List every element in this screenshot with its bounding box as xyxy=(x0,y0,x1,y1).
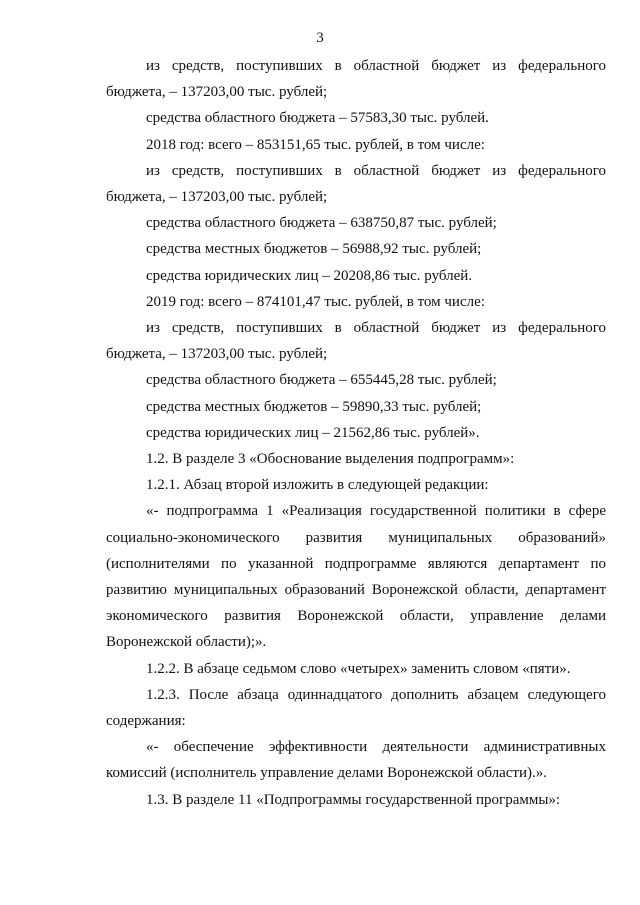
page-number: 3 xyxy=(316,30,324,46)
paragraph: средства местных бюджетов – 59890,33 тыс. рублей; xyxy=(146,398,482,415)
paragraph: 2019 год: всего – 874101,47 тыс. рублей, в том числе: xyxy=(146,293,485,310)
paragraph: 1.2. В разделе 3 «Обоснование выделения подпрограмм»: xyxy=(146,451,515,468)
document-body xyxy=(106,53,606,813)
paragraph: средства областного бюджета – 655445,28 тыс. рублей; xyxy=(146,372,497,389)
paragraph: 1.2.1. Абзац второй изложить в следующей редакции: xyxy=(146,477,489,494)
paragraph: 1.2.2. В абзаце седьмом слово «четырех» заменить словом «пяти». xyxy=(146,660,571,677)
paragraph: средства местных бюджетов – 56988,92 тыс. рублей; xyxy=(146,241,482,258)
paragraph: средства юридических лиц – 20208,86 тыс. рублей. xyxy=(146,267,473,284)
paragraph: 2018 год: всего – 853151,65 тыс. рублей, в том числе: xyxy=(146,136,485,153)
paragraph: средства областного бюджета – 57583,30 тыс. рублей. xyxy=(146,110,489,127)
paragraph: «- подпрограмма 1 «Реализация государственной политики в сфере социально-экономического развития муниципальных образований» (исполнителями по указанной подпрограмме являются департамент по развитию муниципальных образований Воронежской области, департамент экономического развития Воронежской области, управление делами Воронежской области);». xyxy=(106,503,606,651)
paragraph: из средств, поступивших в областной бюджет из федерального бюджета, – 137203,00 тыс. рублей; xyxy=(106,58,606,101)
paragraph: из средств, поступивших в областной бюджет из федерального бюджета, – 137203,00 тыс. рублей; xyxy=(106,162,606,206)
paragraph: 1.3. В разделе 11 «Подпрограммы государственной программы»: xyxy=(146,791,561,808)
paragraph: из средств, поступивших в областной бюджет из федерального бюджета, – 137203,00 тыс. рублей; xyxy=(106,320,606,363)
paragraph: средства областного бюджета – 638750,87 тыс. рублей; xyxy=(146,215,497,232)
paragraph: 1.2.3. После абзаца одиннадцатого дополнить абзацем следующего содержания: xyxy=(106,686,606,730)
paragraph: «- обеспечение эффективности деятельности административных комиссий (исполнитель управление делами Воронежской области).». xyxy=(106,739,606,782)
paragraph: средства юридических лиц – 21562,86 тыс. рублей». xyxy=(146,424,480,441)
